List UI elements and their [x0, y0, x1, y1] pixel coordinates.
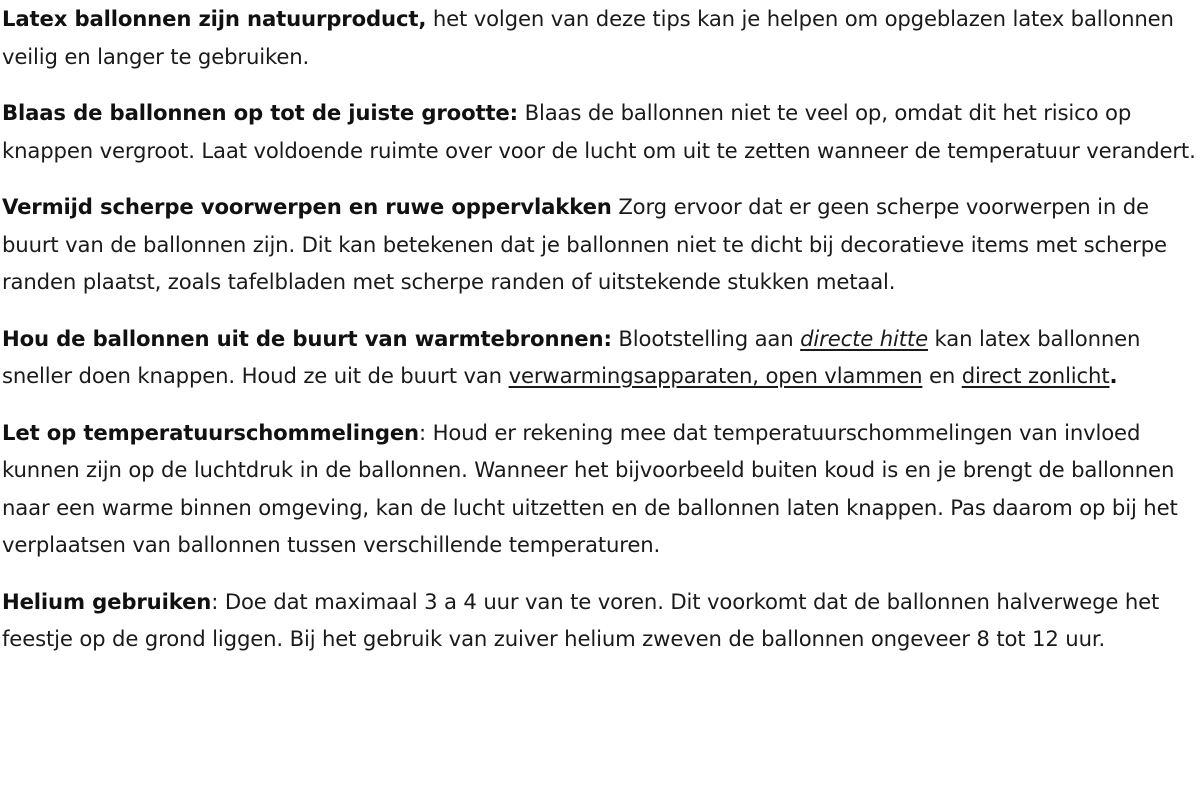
underlined-phrase-sunlight: direct zonlicht [961, 363, 1110, 388]
paragraph-text: : Doe dat maximaal 3 a 4 uur van te voren. Dit voorkomt dat de ballonnen halverwege het feestje op de grond liggen. Bij het gebruik van zuiver helium zweven de ballonnen ongeveer 8 tot 12 uur. [2, 588, 1160, 651]
paragraph-text: kan latex ballonnen sneller doen knappen. Houd ze uit de buurt van [2, 325, 1141, 388]
paragraph-intro [2, 0, 1198, 75]
paragraph-text: Blaas de ballonnen niet te veel op, omdat dit het risico op knappen vergroot. Laat voldoende ruimte over voor de lucht om uit te zetten wanneer de temperatuur verandert. [2, 100, 1196, 163]
paragraph-heading: Vermijd scherpe voorwerpen en ruwe oppervlakken [2, 194, 612, 219]
paragraph-text: : Houd er rekening mee dat temperatuurschommelingen van invloed kunnen zijn op de luchtdruk in de ballonnen. Wanneer het bijvoorbeeld buiten koud is en je brengt de ballonnen naar een warme binnen omgeving, kan de lucht uitzetten en de ballonnen laten knappen. Pas daarom op bij het verplaatsen van ballonnen tussen verschillende temperaturen. [2, 419, 1178, 557]
document-body [2, 0, 1198, 658]
paragraph-text: het volgen van deze tips kan je helpen om opgeblazen latex ballonnen veilig en langer te gebruiken. [2, 6, 1174, 69]
italic-phrase: directe hitte [800, 325, 928, 351]
paragraph-heading: Blaas de ballonnen op tot de juiste grootte: [2, 100, 518, 125]
paragraph-temperature [2, 414, 1198, 564]
paragraph-heading: Latex ballonnen zijn natuurproduct, [2, 6, 427, 31]
paragraph-text: Blootstelling aan [611, 325, 801, 351]
paragraph-helium [2, 583, 1198, 658]
paragraph-text: Zorg ervoor dat er geen scherpe voorwerpen in de buurt van de ballonnen zijn. Dit kan betekenen dat je ballonnen niet te dicht bij decoratieve items met scherpe randen plaatst, zoals tafelbladen met scherpe randen of uitstekende stukken metaal. [2, 194, 1167, 294]
paragraph-heading: Hou de ballonnen uit de buurt van warmtebronnen: [2, 325, 612, 351]
paragraph-text: en [922, 363, 962, 388]
paragraph-heading: Let op temperatuurschommelingen [2, 419, 419, 445]
paragraph-heat-sources [2, 320, 1198, 395]
underlined-phrase-direct-heat [800, 326, 928, 351]
paragraph-end-punctuation: . [1109, 363, 1118, 388]
paragraph-inflate-size [2, 94, 1198, 169]
paragraph-sharp-objects [2, 188, 1198, 301]
paragraph-heading: Helium gebruiken [2, 588, 212, 614]
underlined-phrase-heaters: verwarmingsapparaten, open vlammen [508, 363, 923, 388]
